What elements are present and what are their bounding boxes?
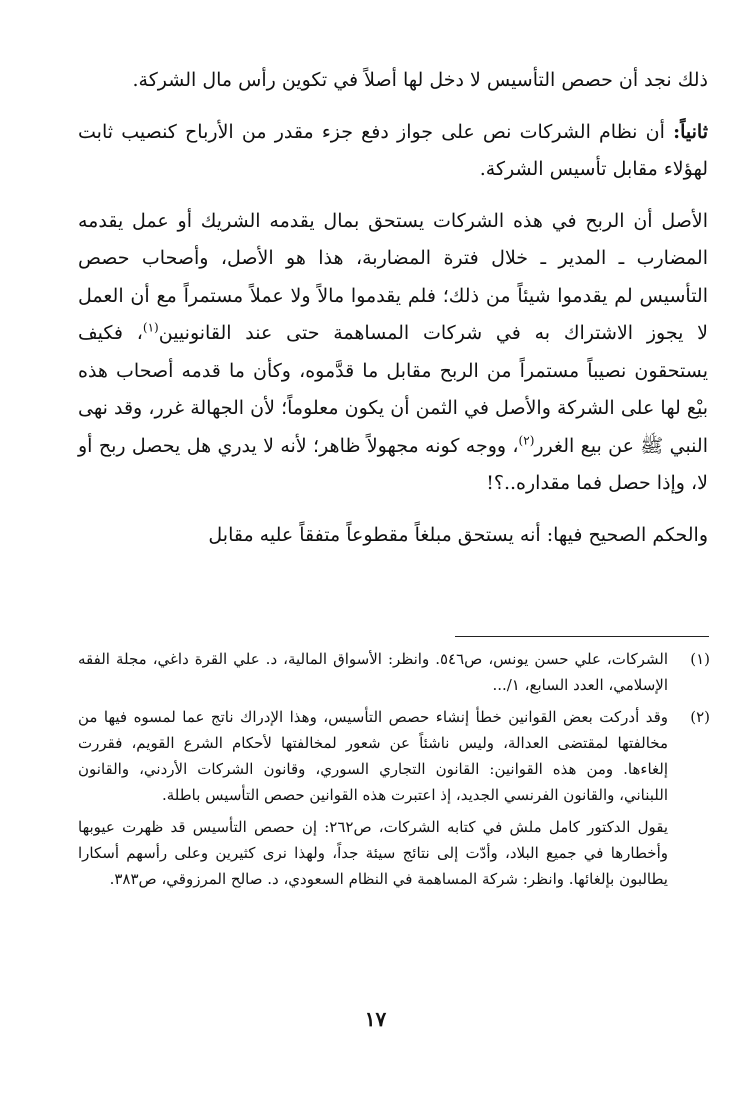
footnotes [78,646,710,892]
footnote-2 [78,704,710,808]
footnote-2-text: وقد أدركت بعض القوانين خطأ إنشاء حصص التأسيس، وهذا الإدراك ناتج عما لمسوه فيها من مخالفتها لمقتضى العدالة، وليس ناشئاً عن شعور لمخالفتها لأحكام الشرع القويم، فقررت إلغاءها. ومن هذه القوانين: القانون التجاري السوري، وقانون الشركات الأردني، والقانون اللبناني، والقانون الفرنسي الجديد، إذ اعتبرت هذه القوانين حصص التأسيس باطلة. [78,708,668,804]
paragraph-2 [78,114,708,189]
paragraph-1: ذلك نجد أن حصص التأسيس لا دخل لها أصلاً في تكوين رأس مال الشركة. [132,69,708,91]
footnote-ref-1[interactable]: (١) [142,320,159,335]
footnote-2-number: (٢) [690,708,710,726]
footnote-ref-2[interactable]: (٢) [518,433,535,448]
paragraph-3-part-c: ، ووجه كونه مجهولاً ظاهر؛ لأنه لا يدري هل يحصل ربح أو لا، وإذا حصل فما مقداره..؟! [78,434,708,494]
footnote-1-text: الشركات، علي حسن يونس، ص٥٤٦. وانظر: الأسواق المالية، د. علي القرة داغي، مجلة الفقه الإسلامي، العدد السابع، ١/... [78,650,668,694]
footnote-1 [78,646,710,698]
paragraph-2-lead: ثانياً: [673,120,708,143]
footnote-1-number: (١) [690,650,710,668]
paragraph-2-body: أن نظام الشركات نص على جواز دفع جزء مقدر من الأرباح كنصيب ثابت لهؤلاء مقابل تأسيس الشركة. [78,120,708,180]
main-text [78,62,708,554]
footnote-2-continuation: يقول الدكتور كامل ملش في كتابه الشركات، ص٢٦٢: إن حصص التأسيس قد ظهرت عيوبها وأخطارها في جميع البلاد، وأدّت إلى نتائج سيئة جداً، ولهذا نرى كثيرين وعلى رأسهم أسكارا يطالبون بإلغائها. وانظر: شركة المساهمة في النظام السعودي، د. صالح المرزوقي، ص٣٨٣. [78,818,669,888]
paragraph-3 [78,203,708,503]
paragraph-4: والحكم الصحيح فيها: أنه يستحق مبلغاً مقطوعاً متفقاً عليه مقابل [208,523,708,546]
page-number: ١٧ [364,1007,387,1031]
paragraph-3-part-a: الأصل أن الربح في هذه الشركات يستحق بمال يقدمه الشريك أو عمل يقدمه المضارب ـ المدير ـ خلال فترة المضاربة، هذا هو الأصل، وأصحاب حصص التأسيس لم يقدموا شيئاً من ذلك؛ فلم يقدموا مالاً ولا عملاً مستمراً مع أن العمل لا يجوز الاشتراك به في شركات المساهمة حتى عند القانونيين [78,209,709,344]
footnote-separator [455,636,709,637]
paragraph-3-part-b: ، فكيف يستحقون نصيباً مستمراً من الربح مقابل ما قدَّموه، وكأن ما قدمه أصحاب هذه بيْع لها على الشركة والأصل في الثمن أن يكون معلوماً؛ لأن الجهالة غرر، وقد نهى النبي ﷺ عن بيع الغرر [78,322,708,457]
